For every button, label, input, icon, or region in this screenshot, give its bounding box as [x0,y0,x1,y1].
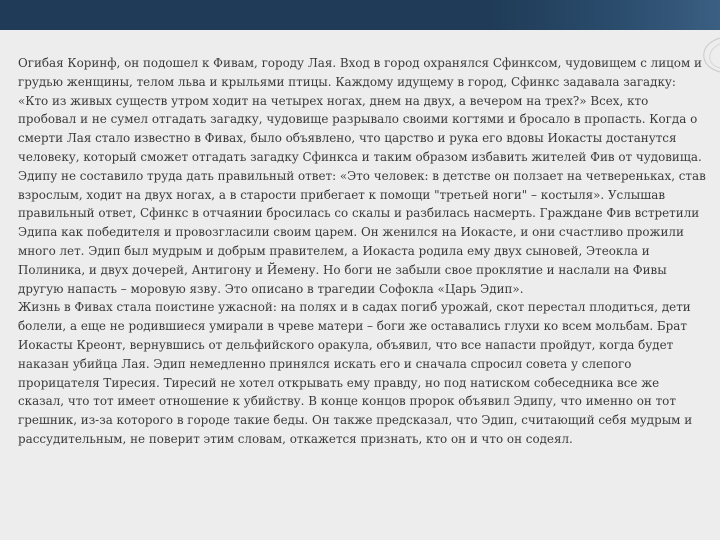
paragraph-plague-thebes: Жизнь в Фивах стала поистине ужасной: на полях и в садах погиб урожай, скот перестал плодиться, дети болели, а еще не родившиеся умирали в чреве матери – боги же оставались глухи ко всем мольбам. Брат Иокасты Креонт, вернувшись от дельфийского оракула, объявил, что все напасти пройдут, когда будет наказан убийца Лая. Эдип немедленно принялся искать его и сначала спросил совета у слепого прорицателя Тиресия. Тиресий не хотел открывать ему правду, но под натиском собеседника все же сказал, что тот имеет отношение к убийству. В конце концов пророк объявил Эдипу, что именно он тот грешник, из-за которого в городе такие беды. Он также предсказал, что Эдип, считающий себя мудрым и рассудительным, не поверит этим словам, откажется признать, кто он и что он содеял. [18,300,693,446]
slide-body-text [18,54,706,449]
paragraph-sphinx-riddle: Огибая Коринф, он подошел к Фивам, городу Лая. Вход в город охранялся Сфинксом, чудовищем с лицом и грудью женщины, телом льва и крыльями птицы. Каждому идущему в город, Сфинкс задавала загадку: «Кто из живых существ утром ходит на четырех ногах, днем на двух, а вечером на трех?» Всех, кто пробовал и не сумел отгадать загадку, чудовище разрывало своими когтями и бросало в пропасть. Когда о смерти Лая стало известно в Фивах, было объявлено, что царство и рука его вдовы Иокасты достанутся человеку, который сможет отгадать загадку Сфинкса и таким образом избавить жителей Фив от чудовища. Эдипу не составило труда дать правильный ответ: «Это человек: в детстве он ползает на четвереньках, став взрослым, ходит на двух ногах, а в старости прибегает к помощи "третьей ноги" – костыля». Услышав правильный ответ, Сфинкс в отчаянии бросилась со скалы и разбилась насмерть. Граждане Фив встретили Эдипа как победителя и провозгласили своим царем. Он женился на Иокасте, и они счастливо прожили много лет. Эдип был мудрым и добрым правителем, а Иокаста родила ему двух сыновей, Этеокла и Полиника, и двух дочерей, Антигону и Йемену. Но боги не забыли свое проклятие и наслали на Фивы другую напасть – моровую язву. Это описано в трагедии Софокла «Царь Эдип». [18,56,706,296]
header-bar [0,0,720,30]
header-bar-accent [490,0,720,30]
